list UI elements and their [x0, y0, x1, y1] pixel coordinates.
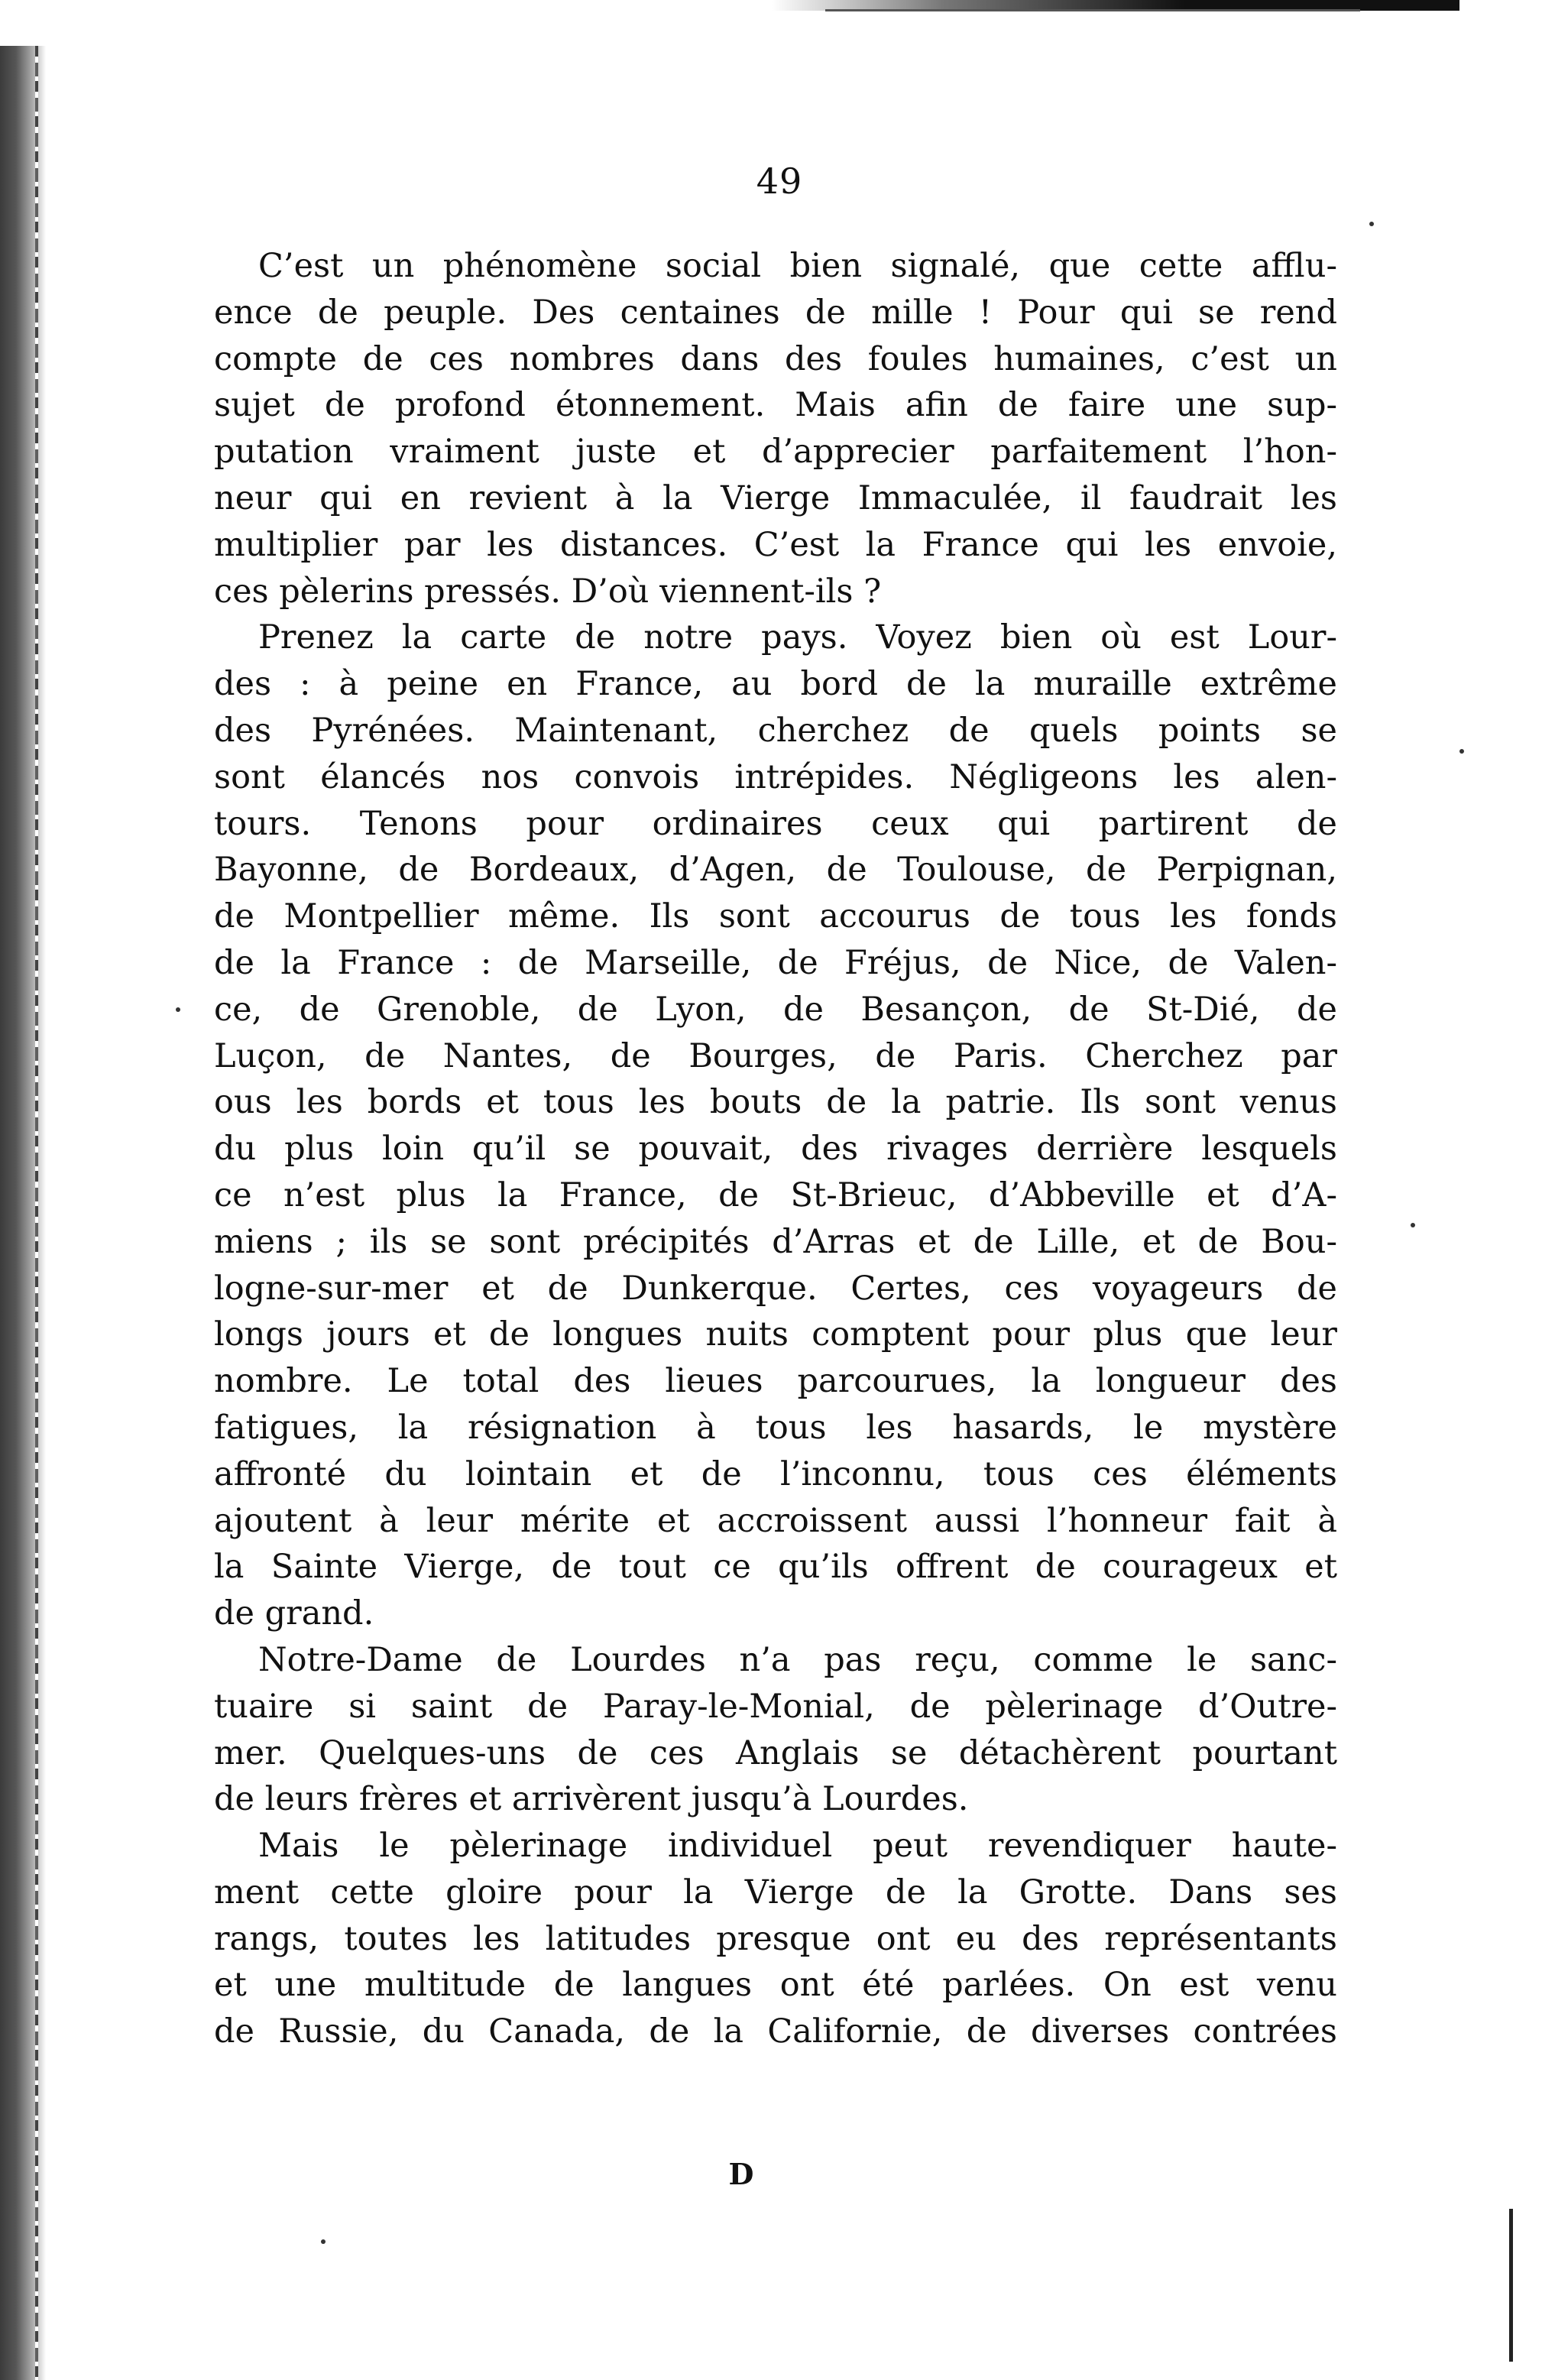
text-line: Bayonne, de Bordeaux, d’Agen, de Toulouse, de Perpignan, [214, 851, 1337, 890]
text-line: ajoutent à leur mérite et accroissent aussi l’honneur fait à [214, 1501, 1337, 1540]
text-line: ces pèlerins pressés. D’où viennent-ils ? [214, 572, 882, 611]
text-line: ence de peuple. Des centaines de mille ! Pour qui se rend [214, 293, 1337, 332]
text-line: et une multitude de langues ont été parlées. On est venu [214, 1966, 1337, 2005]
scan-edge-artifact-right [1509, 2209, 1513, 2362]
text-line: Mais le pèlerinage individuel peut revendiquer haute- [258, 1827, 1337, 1866]
text-line: la Sainte Vierge, de tout ce qu’ils offrent de courageux et [214, 1548, 1337, 1587]
ink-speck [176, 1007, 180, 1012]
text-line: neur qui en revient à la Vierge Immaculée, il faudrait les [214, 478, 1337, 517]
ink-speck [1411, 1223, 1415, 1227]
text-line: de Montpellier même. Ils sont accourus de tous les fonds [214, 897, 1337, 936]
text-line: de leurs frères et arrivèrent jusqu’à Lourdes. [214, 1780, 969, 1819]
text-line: nombre. Le total des lieues parcourues, la longueur des [214, 1362, 1337, 1401]
text-line: putation vraiment juste et d’apprecier parfaitement l’hon- [214, 433, 1337, 472]
text-line: multiplier par les distances. C’est la France qui les envoie, [214, 525, 1337, 564]
book-spine-shadow [0, 46, 46, 2380]
text-line: longs jours et de longues nuits comptent pour plus que leur [214, 1315, 1337, 1354]
text-line: miens ; ils se sont précipités d’Arras et de Lille, et de Bou- [214, 1222, 1337, 1261]
text-line: des Pyrénées. Maintenant, cherchez de quels points se [214, 711, 1337, 750]
text-line: compte de ces nombres dans des foules humaines, c’est un [214, 339, 1337, 378]
ink-speck [1459, 749, 1464, 754]
text-line: de Russie, du Canada, de la Californie, de diverses contrées [214, 2012, 1337, 2051]
text-line: Notre-Dame de Lourdes n’a pas reçu, comme le sanc- [258, 1640, 1337, 1679]
body-text [214, 243, 1337, 2055]
text-line: C’est un phénomène social bien signalé, que cette afflu- [258, 247, 1337, 285]
text-line: tours. Tenons pour ordinaires ceux qui partirent de [214, 804, 1337, 843]
text-line: Prenez la carte de notre pays. Voyez bien où est Lour- [258, 618, 1337, 657]
text-line: mer. Quelques-uns de ces Anglais se détachèrent pourtant [214, 1733, 1337, 1772]
text-line: ce, de Grenoble, de Lyon, de Besançon, de St-Dié, de [214, 990, 1337, 1029]
ink-speck [1369, 222, 1374, 226]
text-line: de la France : de Marseille, de Fréjus, de Nice, de Valen- [214, 943, 1337, 982]
printer-signature-mark: D [728, 2157, 754, 2191]
page-number: 49 [756, 161, 803, 202]
text-line: ce n’est plus la France, de St-Brieuc, d’Abbeville et d’A- [214, 1175, 1337, 1214]
ink-speck [321, 2239, 326, 2244]
text-line: du plus loin qu’il se pouvait, des rivages derrière lesquels [214, 1130, 1337, 1169]
text-line: de grand. [214, 1594, 374, 1633]
text-line: rangs, toutes les latitudes presque ont eu des représentants [214, 1919, 1337, 1958]
text-line: Luçon, de Nantes, de Bourges, de Paris. Cherchez par [214, 1036, 1337, 1075]
scan-edge-line-top [825, 9, 1360, 11]
text-line: tuaire si saint de Paray-le-Monial, de pèlerinage d’Outre- [214, 1687, 1337, 1726]
text-line: fatigues, la résignation à tous les hasards, le mystère [214, 1408, 1337, 1447]
text-line: sont élancés nos convois intrépides. Négligeons les alen- [214, 757, 1337, 796]
text-line: affronté du lointain et de l’inconnu, tous ces éléments [214, 1454, 1337, 1493]
text-line: ous les bords et tous les bouts de la patrie. Ils sont venus [214, 1083, 1337, 1122]
text-line: ment cette gloire pour la Vierge de la Grotte. Dans ses [214, 1873, 1337, 1911]
text-line: des : à peine en France, au bord de la muraille extrême [214, 665, 1337, 704]
text-line: sujet de profond étonnement. Mais afin de faire une sup- [214, 386, 1337, 425]
text-line: logne-sur-mer et de Dunkerque. Certes, ces voyageurs de [214, 1269, 1337, 1308]
